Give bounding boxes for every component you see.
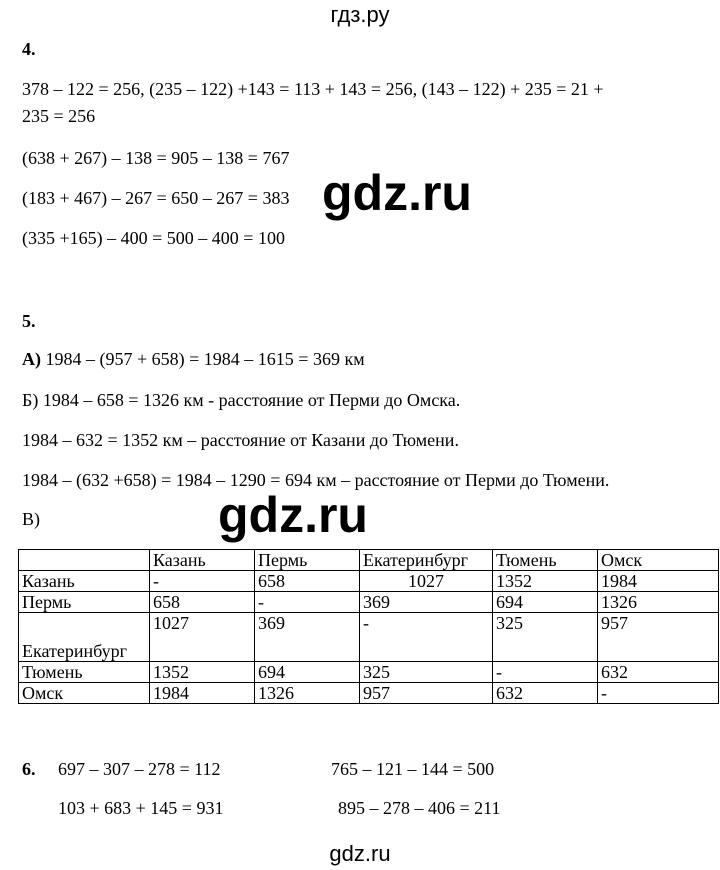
table-cell: 957 [360, 683, 493, 704]
task6-eq2: 765 – 121 – 144 = 500 [331, 759, 495, 779]
table-cell: 957 [598, 613, 719, 662]
table-cell: 1027 [360, 571, 493, 592]
task5-v-label: В) [22, 509, 40, 529]
table-cell: - [493, 662, 598, 683]
table-cell: 694 [255, 662, 360, 683]
watermark-1: gdz.ru [322, 165, 472, 221]
table-cell: 369 [255, 613, 360, 662]
task4-number: 4. [22, 39, 36, 59]
distance-table [18, 549, 719, 704]
table-cell: 658 [150, 592, 255, 613]
table-cell: 369 [360, 592, 493, 613]
table-cell: 1352 [150, 662, 255, 683]
table-cell: 632 [598, 662, 719, 683]
task6-number: 6. [22, 759, 36, 779]
task6-eq1: 697 – 307 – 278 = 112 [58, 759, 221, 779]
table-cell: 1027 [150, 613, 255, 662]
table-header-cell [19, 550, 150, 571]
table-cell: 1352 [493, 571, 598, 592]
table-cell: 694 [493, 592, 598, 613]
table-header-cell: Екатеринбург [360, 550, 493, 571]
table-row-header: Екатеринбург [19, 613, 150, 662]
table-row [19, 592, 719, 613]
task6-eq4: 895 – 278 – 406 = 211 [338, 798, 501, 818]
table-cell: 1326 [598, 592, 719, 613]
task5-b-line2: 1984 – 632 = 1352 км – расстояние от Казани до Тюмени. [22, 430, 459, 450]
task4-line4: (335 +165) – 400 = 500 – 400 = 100 [22, 228, 285, 248]
table-cell: 1984 [150, 683, 255, 704]
task5-a [22, 350, 365, 368]
table-row [19, 662, 719, 683]
table-cell: 1326 [255, 683, 360, 704]
task4-line1b: 235 = 256 [22, 106, 96, 126]
table-cell: - [150, 571, 255, 592]
task5-b-line3: 1984 – (632 +658) = 1984 – 1290 = 694 км – расстояние от Перми до Тюмени. [22, 470, 610, 490]
table-row-header: Казань [19, 571, 150, 592]
table-header-row [19, 550, 719, 571]
table-cell: - [255, 592, 360, 613]
table-cell: 1984 [598, 571, 719, 592]
table-row-header: Пермь [19, 592, 150, 613]
table-header-cell: Омск [598, 550, 719, 571]
table-cell: 632 [493, 683, 598, 704]
task4-line2: (638 + 267) – 138 = 905 – 138 = 767 [22, 148, 290, 168]
table-cell: - [360, 613, 493, 662]
task5-number: 5. [22, 311, 36, 331]
task4-line1: 378 – 122 = 256, (235 – 122) +143 = 113 + 143 = 256, (143 – 122) + 235 = 21 + [22, 79, 604, 99]
site-header: гдз.ру [330, 2, 390, 27]
table-header-cell: Пермь [255, 550, 360, 571]
task6-eq3: 103 + 683 + 145 = 931 [58, 798, 224, 818]
task4-line3: (183 + 467) – 267 = 650 – 267 = 383 [22, 188, 290, 208]
table-row-header: Тюмень [19, 662, 150, 683]
table-header-cell: Тюмень [493, 550, 598, 571]
table-row [19, 613, 719, 662]
table-row [19, 683, 719, 704]
table-row [19, 571, 719, 592]
table-cell: 658 [255, 571, 360, 592]
task5-a-label: А) [22, 349, 41, 369]
watermark-2: gdz.ru [218, 487, 368, 543]
task5-a-text: 1984 – (957 + 658) = 1984 – 1615 = 369 км [41, 349, 365, 369]
table-cell: 325 [493, 613, 598, 662]
task5-b-line1: Б) 1984 – 658 = 1326 км - расстояние от Перми до Омска. [22, 390, 461, 410]
table-row-header: Омск [19, 683, 150, 704]
table-cell: - [598, 683, 719, 704]
table-cell: 325 [360, 662, 493, 683]
table-header-cell: Казань [150, 550, 255, 571]
site-footer: gdz.ru [329, 841, 391, 866]
